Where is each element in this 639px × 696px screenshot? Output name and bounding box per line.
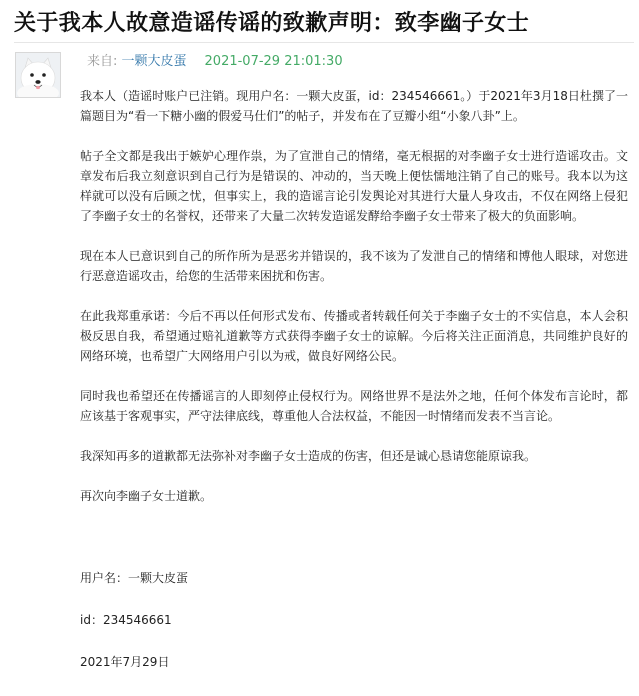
- paragraph-acknowledgement: 现在本人已意识到自己的所作所为是恶劣并错误的，我不该为了发泄自己的情绪和博他人眼球，对您进行恶意造谣攻击，给您的生活带来困扰和伤害。: [80, 249, 628, 283]
- paragraph-regret: 我深知再多的道歉都无法弥补对李幽子女士造成的伤害，但还是诚心恳请您能原谅我。: [80, 449, 537, 463]
- signature-date: 2021年7月29日: [80, 655, 170, 669]
- paragraph-intro: 我本人（造谣时账户已注销。现用户名：一颗大皮蛋，id：234546661。）于2021年3月18日杜撰了一篇题目为“看一下糖小幽的假爱马仕们”的帖子，并发布在了豆瓣小组“小象八卦”上。: [80, 89, 628, 123]
- signature-id: id：234546661: [80, 613, 172, 627]
- signature-username: 用户名：一颗大皮蛋: [80, 571, 189, 585]
- paragraph-apology: 再次向李幽子女士道歉。: [80, 489, 213, 503]
- post-content: [80, 86, 628, 694]
- header-divider: [14, 42, 634, 43]
- post-time: 2021-07-29 21:01:30: [204, 54, 343, 69]
- page-title: 关于我本人故意造谣传谣的致歉声明：致李幽子女士: [14, 11, 530, 36]
- avatar[interactable]: [15, 52, 61, 98]
- paragraph-appeal: 同时我也希望还在传播谣言的人即刻停止侵权行为。网络世界不是法外之地，任何个体发布言论时，都应该基于客观事实，严守法律底线，尊重他人合法权益，不能因一时情绪而发表不当言论。: [80, 389, 628, 423]
- author-link[interactable]: 一颗大皮蛋: [121, 54, 187, 69]
- paragraph-promise: 在此我郑重承诺：今后不再以任何形式发布、传播或者转载任何关于李幽子女士的不实信息，本人会积极反思自我，希望通过赔礼道歉等方式获得李幽子女士的谅解。今后将关注正面消息，共同维护良好的网络环境，也希望广大网络用户引以为戒，做良好网络公民。: [80, 309, 628, 363]
- from-label: 来自:: [87, 54, 122, 69]
- samoyed-dog-icon: [16, 53, 60, 97]
- paragraph-facts: 帖子全文都是我出于嫉妒心理作祟，为了宣泄自己的情绪，毫无根据的对李幽子女士进行造谣攻击。文章发布后我立刻意识到自己行为是错误的、冲动的，当天晚上便怯懦地注销了自己的账号。我本以为这样就可以没有后顾之忧，但事实上，我的造谣言论引发舆论对其进行大量人身攻击，不仅在网络上侵犯了李幽子女士的名誉权，还带来了大量二次转发造谣发酵给李幽子女士带来了极大的负面影响。: [80, 149, 628, 223]
- post-meta: [87, 53, 343, 71]
